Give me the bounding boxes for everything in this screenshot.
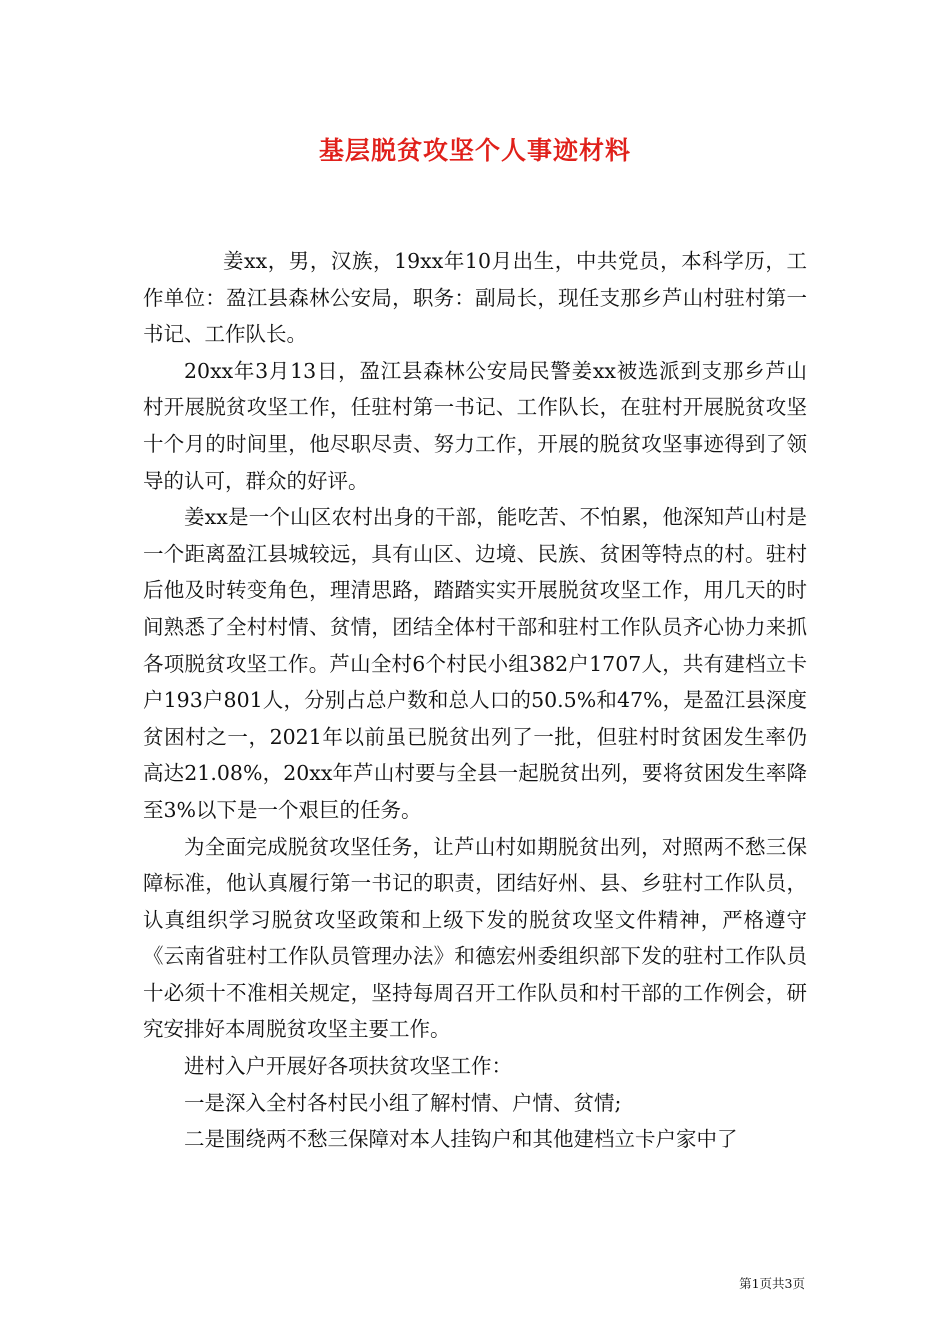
page-number: 第1页共3页 xyxy=(739,1276,805,1291)
paragraph-point-one: 一是深入全村各村民小组了解村情、户情、贫情; xyxy=(184,1090,622,1115)
paragraph-duties: 为全面完成脱贫攻坚任务，让芦山村如期脱贫出列，对照两不愁三保障标准，他认真履行第一书记的职责，团结好州、县、乡驻村工作队员，认真组织学习脱贫攻坚政策和上级下发的脱贫攻坚文件精神，严格遵守《云南省驻村工作队员管理办法》和德宏州委组织部下发的驻村工作队员十必须十不准相关规定，坚持每周召开工作队员和村干部的工作例会，研究安排好本周脱贫攻坚主要工作。 xyxy=(143,834,807,1042)
paragraph-work-heading: 进村入户开展好各项扶贫攻坚工作： xyxy=(184,1054,512,1079)
paragraph-background: 姜xx是一个山区农村出身的干部，能吃苦、不怕累，他深知芦山村是一个距离盈江县城较远，具有山区、边境、民族、贫困等特点的村。驻村后他及时转变角色，理清思路，踏踏实实开展脱贫攻坚工作，用几天的时间熟悉了全村村情、贫情，团结全体村干部和驻村工作队员齐心协力来抓各项脱贫攻坚工作。芦山全村6个村民小组382户1707人，共有建档立卡户193户801人，分别占总户数和总人口的50.5%和47%，是盈江县深度贫困村之一，2021年以前虽已脱贫出列了一批，但驻村时贫困发生率仍高达21.08%，20xx年芦山村要与全县一起脱贫出列，要将贫困发生率降至3%以下是一个艰巨的任务。 xyxy=(143,505,807,822)
document-title: 基层脱贫攻坚个人事迹材料 xyxy=(318,136,631,165)
document-body xyxy=(143,243,807,1158)
paragraph-point-two: 二是围绕两不愁三保障对本人挂钩户和其他建档立卡户家中了 xyxy=(184,1127,738,1152)
paragraph-assignment: 20xx年3月13日，盈江县森林公安局民警姜xx被选派到支那乡芦山村开展脱贫攻坚工作，任驻村第一书记、工作队长，在驻村开展脱贫攻坚十个月的时间里，他尽职尽责、努力工作，开展的脱贫攻坚事迹得到了领导的认可，群众的好评。 xyxy=(143,358,807,493)
paragraph-intro: 姜xx，男，汉族，19xx年10月出生，中共党员，本科学历，工作单位：盈江县森林公安局，职务：副局长，现任支那乡芦山村驻村第一书记、工作队长。 xyxy=(143,249,807,347)
